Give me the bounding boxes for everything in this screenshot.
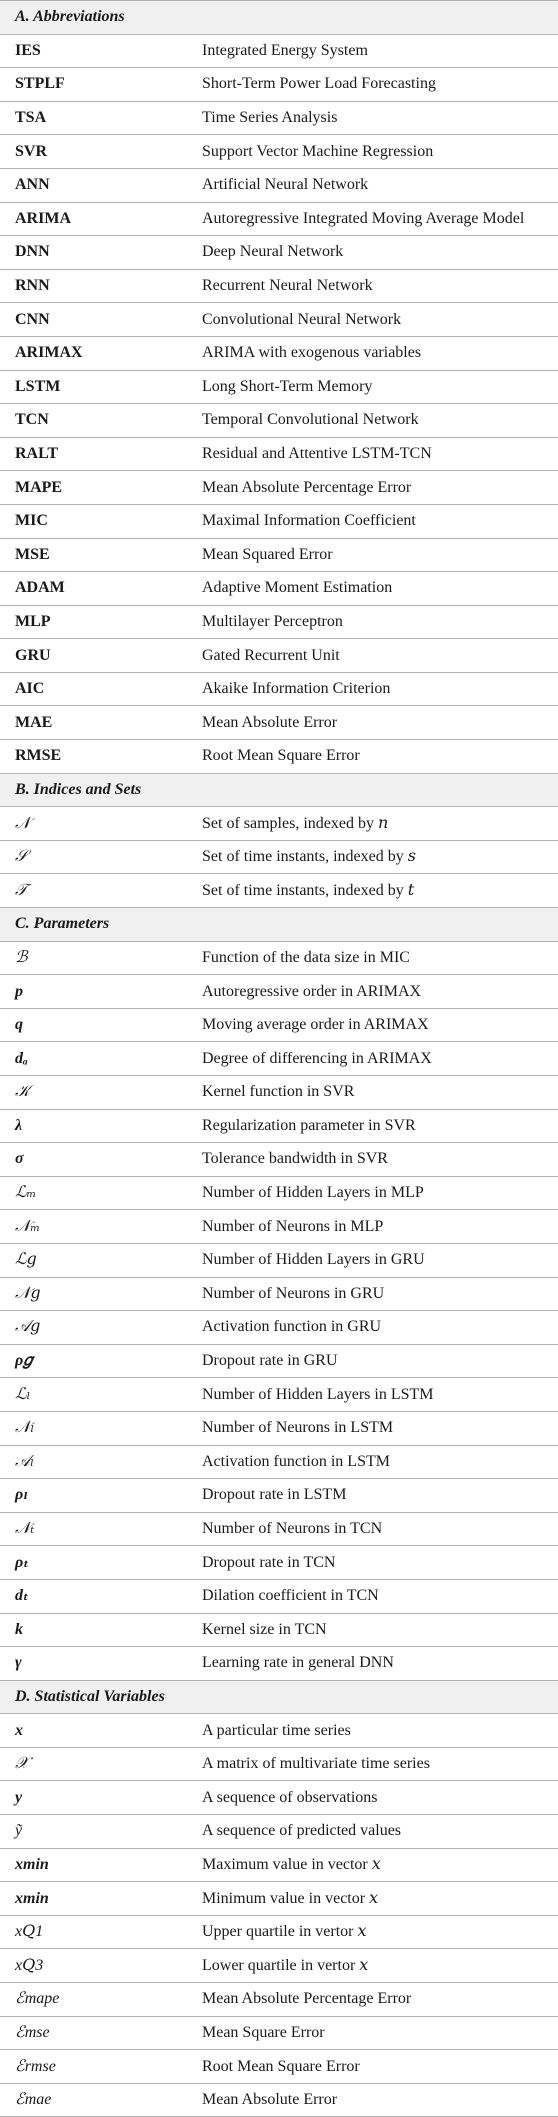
description-cell: Set of time instants, indexed by 𝑡: [200, 874, 558, 908]
symbol-cell: MIC: [0, 504, 200, 538]
symbol-cell: q: [0, 1008, 200, 1042]
table-row: [0, 874, 558, 908]
description-cell: Long Short-Term Memory: [200, 370, 558, 404]
description-cell: Number of Hidden Layers in GRU: [200, 1243, 558, 1277]
description-cell: Mean Square Error: [200, 2016, 558, 2050]
table-row: [0, 303, 558, 337]
table-row: [0, 706, 558, 740]
description-cell: Root Mean Square Error: [200, 2050, 558, 2084]
table-row: [0, 1344, 558, 1378]
table-row: [0, 1512, 558, 1546]
table-row: [0, 639, 558, 673]
symbol-cell: 𝒩ₜ: [0, 1512, 200, 1546]
section-header: [0, 1, 558, 35]
symbol-cell: ℰrmse: [0, 2050, 200, 2084]
table-row: [0, 538, 558, 572]
table-row: [0, 1579, 558, 1613]
table-row: [0, 807, 558, 841]
symbol-cell: ANN: [0, 168, 200, 202]
table-row: [0, 1378, 558, 1412]
table-row: [0, 1479, 558, 1513]
symbol-cell: 𝒯: [0, 874, 200, 908]
description-cell: Kernel function in SVR: [200, 1076, 558, 1110]
section-header: [0, 773, 558, 807]
description-cell: Tolerance bandwidth in SVR: [200, 1143, 558, 1177]
table-row: [0, 1781, 558, 1815]
symbol-cell: GRU: [0, 639, 200, 673]
table-row: [0, 1613, 558, 1647]
table-row: [0, 1848, 558, 1882]
description-cell: Function of the data size in MIC: [200, 941, 558, 975]
table-row: [0, 1815, 558, 1849]
symbol-cell: STPLF: [0, 68, 200, 102]
description-cell: Mean Absolute Percentage Error: [200, 471, 558, 505]
table-row: [0, 1176, 558, 1210]
symbol-cell: λ: [0, 1109, 200, 1143]
table-row: [0, 202, 558, 236]
symbol-cell: ℒₗ: [0, 1378, 200, 1412]
symbol-cell: ARIMA: [0, 202, 200, 236]
description-cell: Autoregressive Integrated Moving Average Model: [200, 202, 558, 236]
description-cell: Number of Hidden Layers in LSTM: [200, 1378, 558, 1412]
description-cell: Residual and Attentive LSTM-TCN: [200, 437, 558, 471]
section-header: [0, 1680, 558, 1714]
symbol-cell: RNN: [0, 269, 200, 303]
symbol-cell: DNN: [0, 236, 200, 270]
table-row: [0, 68, 558, 102]
table-row: [0, 1008, 558, 1042]
symbol-cell: MAE: [0, 706, 200, 740]
description-cell: Adaptive Moment Estimation: [200, 572, 558, 606]
description-cell: A sequence of observations: [200, 1781, 558, 1815]
section-title: A. Abbreviations: [0, 1, 558, 35]
symbol-cell: 𝒳: [0, 1747, 200, 1781]
description-cell: Mean Absolute Error: [200, 2083, 558, 2117]
section-title: C. Parameters: [0, 908, 558, 942]
table-row: [0, 1277, 558, 1311]
description-cell: Lower quartile in vertor 𝑥: [200, 1949, 558, 1983]
description-cell: Learning rate in general DNN: [200, 1647, 558, 1681]
table-row: [0, 471, 558, 505]
table-row: [0, 1445, 558, 1479]
table-row: [0, 1109, 558, 1143]
table-row: [0, 101, 558, 135]
table-row: [0, 370, 558, 404]
description-cell: Support Vector Machine Regression: [200, 135, 558, 169]
description-cell: Deep Neural Network: [200, 236, 558, 270]
table-row: [0, 1647, 558, 1681]
description-cell: Number of Neurons in TCN: [200, 1512, 558, 1546]
description-cell: A sequence of predicted values: [200, 1815, 558, 1849]
table-row: [0, 605, 558, 639]
table-row: [0, 840, 558, 874]
symbol-cell: x𝑄3: [0, 1949, 200, 1983]
symbol-cell: xmin: [0, 1882, 200, 1916]
table-row: [0, 168, 558, 202]
table-row: [0, 2050, 558, 2084]
description-cell: Mean Squared Error: [200, 538, 558, 572]
symbol-cell: MSE: [0, 538, 200, 572]
description-cell: Mean Absolute Error: [200, 706, 558, 740]
symbol-cell: xmin: [0, 1848, 200, 1882]
symbol-cell: ℰmse: [0, 2016, 200, 2050]
table-row: [0, 975, 558, 1009]
description-cell: Time Series Analysis: [200, 101, 558, 135]
symbol-cell: ℒₘ: [0, 1176, 200, 1210]
symbol-cell: ρₗ: [0, 1479, 200, 1513]
table-row: [0, 1915, 558, 1949]
description-cell: Minimum value in vector 𝑥: [200, 1882, 558, 1916]
description-cell: Number of Neurons in MLP: [200, 1210, 558, 1244]
table-row: [0, 269, 558, 303]
description-cell: Short-Term Power Load Forecasting: [200, 68, 558, 102]
table-row: [0, 34, 558, 68]
symbol-cell: AIC: [0, 672, 200, 706]
table-row: [0, 1747, 558, 1781]
symbol-cell: TCN: [0, 404, 200, 438]
description-cell: Recurrent Neural Network: [200, 269, 558, 303]
table-row: [0, 740, 558, 774]
symbol-cell: MAPE: [0, 471, 200, 505]
description-cell: Maximal Information Coefficient: [200, 504, 558, 538]
table-row: [0, 135, 558, 169]
description-cell: Autoregressive order in ARIMAX: [200, 975, 558, 1009]
description-cell: Dropout rate in GRU: [200, 1344, 558, 1378]
symbol-cell: y: [0, 1781, 200, 1815]
symbol-cell: dₜ: [0, 1579, 200, 1613]
description-cell: Artificial Neural Network: [200, 168, 558, 202]
description-cell: Multilayer Perceptron: [200, 605, 558, 639]
table-row: [0, 572, 558, 606]
symbol-cell: 𝒮: [0, 840, 200, 874]
symbol-cell: ADAM: [0, 572, 200, 606]
symbol-cell: ℰmae: [0, 2083, 200, 2117]
symbol-cell: 𝒩𝑔: [0, 1277, 200, 1311]
table-row: [0, 1311, 558, 1345]
table-row: [0, 437, 558, 471]
description-cell: Activation function in LSTM: [200, 1445, 558, 1479]
symbol-cell: ℬ: [0, 941, 200, 975]
symbol-cell: 𝒜ₗ: [0, 1445, 200, 1479]
symbol-cell: ℒ𝑔: [0, 1243, 200, 1277]
table-row: [0, 236, 558, 270]
symbol-cell: x: [0, 1714, 200, 1748]
description-cell: Akaike Information Criterion: [200, 672, 558, 706]
table-row: [0, 941, 558, 975]
symbol-cell: TSA: [0, 101, 200, 135]
table-row: [0, 1210, 558, 1244]
table-row: [0, 1949, 558, 1983]
symbol-cell: p: [0, 975, 200, 1009]
symbol-cell: SVR: [0, 135, 200, 169]
symbol-cell: IES: [0, 34, 200, 68]
description-cell: Root Mean Square Error: [200, 740, 558, 774]
symbol-cell: CNN: [0, 303, 200, 337]
description-cell: Mean Absolute Percentage Error: [200, 1983, 558, 2017]
description-cell: Convolutional Neural Network: [200, 303, 558, 337]
symbol-cell: dₐ: [0, 1042, 200, 1076]
symbol-cell: ρ𝑔: [0, 1344, 200, 1378]
symbol-cell: 𝒜𝑔: [0, 1311, 200, 1345]
symbol-cell: x𝑄1: [0, 1915, 200, 1949]
symbol-cell: σ: [0, 1143, 200, 1177]
symbol-cell: 𝒩ₗ: [0, 1411, 200, 1445]
table-row: [0, 1983, 558, 2017]
section-title: D. Statistical Variables: [0, 1680, 558, 1714]
description-cell: Temporal Convolutional Network: [200, 404, 558, 438]
symbol-cell: γ: [0, 1647, 200, 1681]
symbol-cell: RMSE: [0, 740, 200, 774]
symbol-cell: ρₜ: [0, 1546, 200, 1580]
description-cell: A particular time series: [200, 1714, 558, 1748]
symbol-cell: 𝒩ₘ: [0, 1210, 200, 1244]
table-row: [0, 1714, 558, 1748]
symbol-cell: RALT: [0, 437, 200, 471]
description-cell: Regularization parameter in SVR: [200, 1109, 558, 1143]
description-cell: Maximum value in vector 𝑥: [200, 1848, 558, 1882]
description-cell: Set of time instants, indexed by 𝑠: [200, 840, 558, 874]
description-cell: Moving average order in ARIMAX: [200, 1008, 558, 1042]
section-title: B. Indices and Sets: [0, 773, 558, 807]
symbol-cell: 𝒩: [0, 807, 200, 841]
table-row: [0, 1042, 558, 1076]
table-row: [0, 336, 558, 370]
table-row: [0, 404, 558, 438]
nomenclature-table-body: [0, 1, 558, 2117]
symbol-cell: 𝒦: [0, 1076, 200, 1110]
table-row: [0, 1882, 558, 1916]
table-row: [0, 672, 558, 706]
table-row: [0, 1076, 558, 1110]
symbol-cell: ỹ: [0, 1815, 200, 1849]
description-cell: Gated Recurrent Unit: [200, 639, 558, 673]
symbol-cell: LSTM: [0, 370, 200, 404]
description-cell: Integrated Energy System: [200, 34, 558, 68]
description-cell: Number of Neurons in GRU: [200, 1277, 558, 1311]
description-cell: Dropout rate in LSTM: [200, 1479, 558, 1513]
symbol-cell: MLP: [0, 605, 200, 639]
description-cell: Degree of differencing in ARIMAX: [200, 1042, 558, 1076]
table-row: [0, 2083, 558, 2117]
description-cell: Number of Hidden Layers in MLP: [200, 1176, 558, 1210]
symbol-cell: ARIMAX: [0, 336, 200, 370]
description-cell: Number of Neurons in LSTM: [200, 1411, 558, 1445]
table-row: [0, 1243, 558, 1277]
description-cell: Dilation coefficient in TCN: [200, 1579, 558, 1613]
description-cell: Kernel size in TCN: [200, 1613, 558, 1647]
table-row: [0, 1411, 558, 1445]
description-cell: A matrix of multivariate time series: [200, 1747, 558, 1781]
table-row: [0, 2016, 558, 2050]
symbol-cell: ℰmape: [0, 1983, 200, 2017]
table-row: [0, 1546, 558, 1580]
description-cell: Set of samples, indexed by 𝑛: [200, 807, 558, 841]
table-row: [0, 504, 558, 538]
section-header: [0, 908, 558, 942]
description-cell: Activation function in GRU: [200, 1311, 558, 1345]
description-cell: Dropout rate in TCN: [200, 1546, 558, 1580]
description-cell: ARIMA with exogenous variables: [200, 336, 558, 370]
description-cell: Upper quartile in vertor 𝑥: [200, 1915, 558, 1949]
table-row: [0, 1143, 558, 1177]
symbol-cell: k: [0, 1613, 200, 1647]
